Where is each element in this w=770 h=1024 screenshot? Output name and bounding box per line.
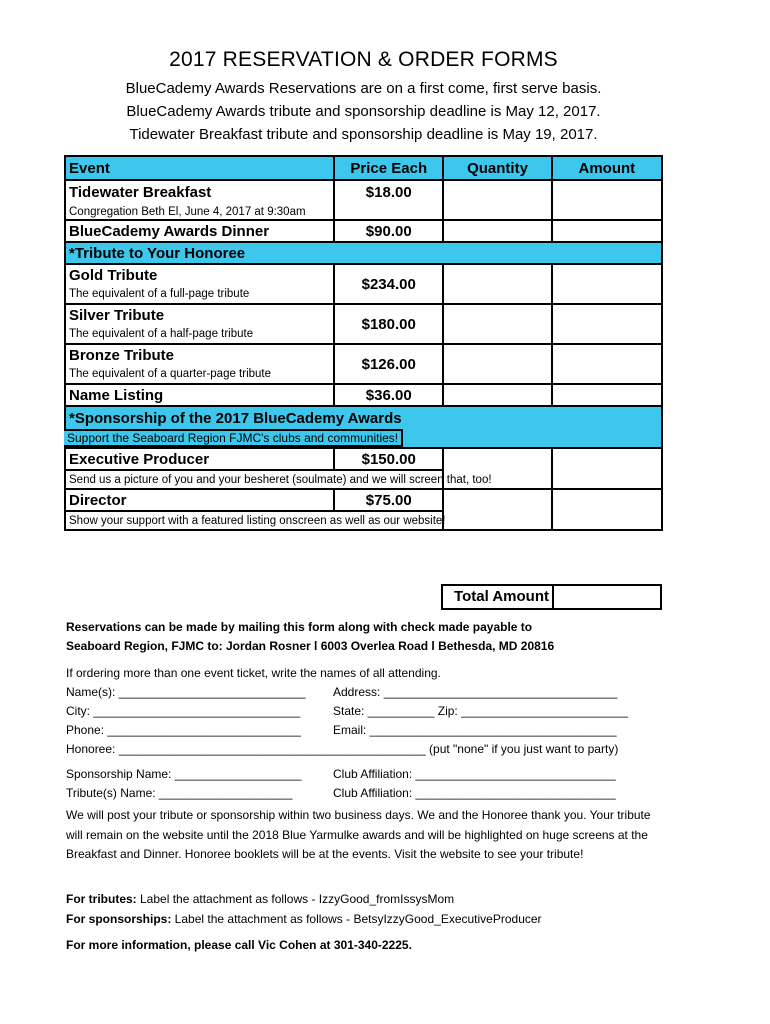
- address-field[interactable]: Address: ___________________________________: [333, 685, 618, 699]
- header-amount: Amount: [552, 156, 662, 180]
- quantity-cell[interactable]: [443, 180, 551, 220]
- table-header-row: [65, 156, 662, 180]
- sponsor-note: Send us a picture of you and your besheret (soulmate) and we will screen that, too!: [65, 470, 443, 489]
- tribute-price: $234.00: [334, 264, 443, 304]
- intro-line-1: BlueCademy Awards Reservations are on a first come, first serve basis.: [125, 80, 602, 97]
- table-row: [65, 220, 662, 242]
- tribute-section-title: *Tribute to Your Honoree: [65, 242, 662, 264]
- quantity-cell[interactable]: [443, 384, 551, 406]
- header-quantity: Quantity: [443, 156, 551, 180]
- contact-line: For more information, please call Vic Cohen at 301-340-2225.: [66, 938, 412, 952]
- state-zip-field[interactable]: State: __________ Zip: _________________________: [333, 704, 628, 718]
- club-affiliation-field-2[interactable]: Club Affiliation: ______________________________: [333, 786, 616, 800]
- sponsorships-label: For sponsorships:: [66, 912, 172, 926]
- total-row: [441, 584, 662, 610]
- amount-cell[interactable]: [552, 489, 662, 530]
- intro-line-2: BlueCademy Awards tribute and sponsorship deadline is May 12, 2017.: [126, 103, 601, 120]
- tribute-name: Silver Tribute: [65, 304, 334, 325]
- tribute-price: $126.00: [334, 344, 443, 384]
- amount-cell[interactable]: [552, 220, 662, 242]
- tributes-instruction: [66, 892, 454, 906]
- quantity-cell[interactable]: [443, 304, 551, 344]
- sponsor-name: Executive Producer: [65, 448, 334, 470]
- tribute-price: $180.00: [334, 304, 443, 344]
- quantity-cell[interactable]: [443, 489, 551, 530]
- table-row: [65, 489, 662, 511]
- page-title: 2017 RESERVATION & ORDER FORMS: [169, 48, 558, 71]
- tribute-desc: The equivalent of a quarter-page tribute: [65, 365, 334, 384]
- phone-field[interactable]: Phone: _____________________________: [66, 723, 301, 737]
- event-name: BlueCademy Awards Dinner: [65, 220, 334, 242]
- order-table: [64, 155, 663, 531]
- amount-cell[interactable]: [552, 264, 662, 304]
- amount-cell[interactable]: [552, 304, 662, 344]
- tributes-text: Label the attachment as follows - IzzyGood_fromIssysMom: [136, 892, 455, 906]
- tribute-desc: The equivalent of a full-page tribute: [65, 285, 334, 304]
- instruction-text: If ordering more than one event ticket, write the names of all attending.: [66, 666, 441, 680]
- club-affiliation-field-1[interactable]: Club Affiliation: ______________________________: [333, 767, 616, 781]
- amount-cell[interactable]: [552, 448, 662, 489]
- tribute-price: $36.00: [334, 384, 443, 406]
- quantity-cell[interactable]: [443, 220, 551, 242]
- sponsorships-text: Label the attachment as follows - BetsyIzzyGood_ExecutiveProducer: [171, 912, 542, 926]
- mailing-line-1: Reservations can be made by mailing this form along with check made payable to: [66, 620, 533, 634]
- sponsor-subtitle: Support the Seaboard Region FJMC's clubs and communities!: [64, 429, 403, 447]
- closing-paragraph: We will post your tribute or sponsorship within two business days. We and the Honoree thank you. Your tribute will remain on the website until the 2018 Blue Yarmulke awards and will be highlighted on huge screens at the Breakfast and Dinner. Honoree booklets will be at the events. Visit the website to see your tribute!: [66, 808, 651, 861]
- tributes-name-field[interactable]: Tribute(s) Name: ____________________: [66, 786, 293, 800]
- tribute-desc: The equivalent of a half-page tribute: [65, 325, 334, 344]
- event-price: $90.00: [334, 220, 443, 242]
- amount-cell[interactable]: [552, 180, 662, 220]
- header-event: Event: [65, 156, 334, 180]
- sponsor-price: $75.00: [334, 489, 443, 511]
- tribute-name: Bronze Tribute: [65, 344, 334, 365]
- sponsor-section-title: *Sponsorship of the 2017 BlueCademy Awards: [65, 406, 662, 429]
- table-row: [65, 344, 662, 365]
- total-amount-field[interactable]: [554, 584, 662, 610]
- sponsorship-name-field[interactable]: Sponsorship Name: ___________________: [66, 767, 302, 781]
- city-field[interactable]: City: _______________________________: [66, 704, 301, 718]
- amount-cell[interactable]: [552, 344, 662, 384]
- email-field[interactable]: Email: _____________________________________: [333, 723, 617, 737]
- event-name: Tidewater Breakfast: [65, 180, 334, 204]
- sponsor-note: Show your support with a featured listing onscreen as well as our website!: [65, 511, 443, 530]
- table-row: [65, 264, 662, 285]
- quantity-cell[interactable]: [443, 264, 551, 304]
- mailing-line-2: Seaboard Region, FJMC to: Jordan Rosner l 6003 Overlea Road l Bethesda, MD 20816: [66, 639, 555, 653]
- table-row: [65, 180, 662, 204]
- tribute-name: Name Listing: [65, 384, 334, 406]
- event-price: $18.00: [334, 180, 443, 204]
- names-field[interactable]: Name(s): ____________________________: [66, 685, 306, 699]
- section-row: [65, 242, 662, 264]
- sponsorships-instruction: [66, 912, 542, 926]
- sponsor-price: $150.00: [334, 448, 443, 470]
- event-note: Congregation Beth El, June 4, 2017 at 9:30am: [65, 204, 334, 220]
- quantity-cell[interactable]: [443, 344, 551, 384]
- tributes-label: For tributes:: [66, 892, 137, 906]
- honoree-field[interactable]: Honoree: ______________________________________________ (put "none" if you just want to party): [66, 742, 619, 756]
- table-row: [65, 304, 662, 325]
- tribute-name: Gold Tribute: [65, 264, 334, 285]
- header-price: Price Each: [334, 156, 443, 180]
- intro-line-3: Tidewater Breakfast tribute and sponsorship deadline is May 19, 2017.: [129, 126, 598, 143]
- table-row: [65, 448, 662, 470]
- total-amount-label: Total Amount: [441, 584, 554, 610]
- table-row: [65, 384, 662, 406]
- sponsor-name: Director: [65, 489, 334, 511]
- amount-cell[interactable]: [552, 384, 662, 406]
- section-row: [65, 406, 662, 429]
